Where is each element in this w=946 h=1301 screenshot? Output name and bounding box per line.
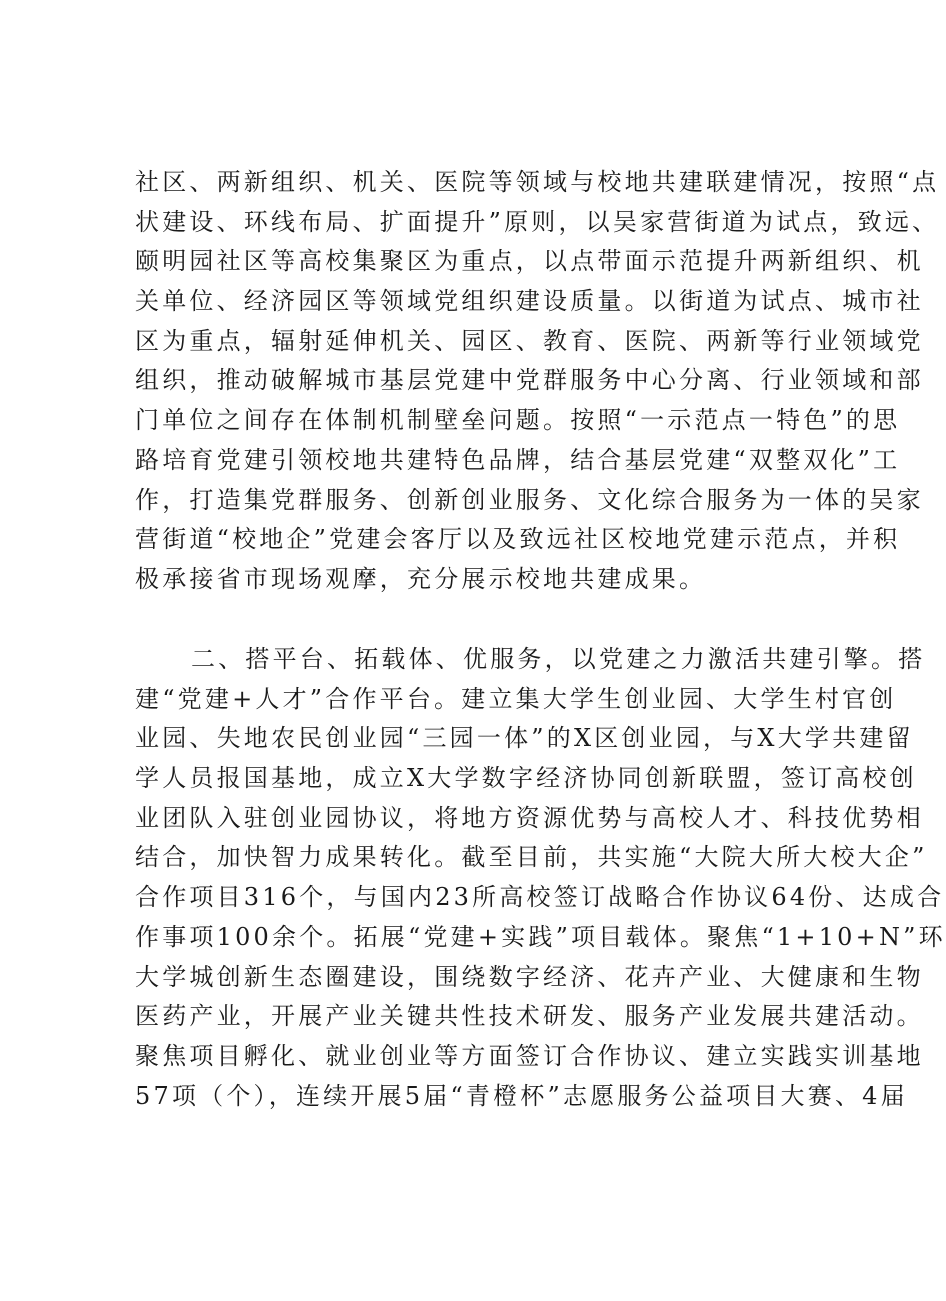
paragraph-1 xyxy=(135,163,940,600)
paragraph-2-line: 业园、失地农民创业园“三园一体”的X区创业园，与X大学共建留 xyxy=(135,724,914,753)
paragraph-2-line: 结合，加快智力成果转化。截至目前，共实施“大院大所大校大企” xyxy=(135,843,928,872)
paragraph-1-line: 关单位、经济园区等领域党组织建设质量。以街道为试点、城市社 xyxy=(135,287,924,316)
paragraph-2-line: 建“党建+人才”合作平台。建立集大学生创业园、大学生村官创 xyxy=(135,684,897,713)
paragraph-2-line: 医药产业，开展产业关键共性技术研发、服务产业发展共建活动。 xyxy=(135,1002,924,1031)
paragraph-1-line: 营街道“校地企”党建会客厅以及致远社区校地党建示范点，并积 xyxy=(135,525,901,554)
paragraph-1-line: 门单位之间存在体制机制壁垒问题。按照“一示范点一特色”的思 xyxy=(135,406,901,435)
paragraph-2-line: 作事项100余个。拓展“党建+实践”项目载体。聚焦“1+10+N”环 xyxy=(135,922,946,951)
paragraph-2 xyxy=(135,640,946,1116)
paragraph-1-line: 社区、两新组织、机关、医院等领域与校地共建联建情况，按照“点 xyxy=(135,168,940,196)
paragraph-1-line: 作，打造集党群服务、创新创业服务、文化综合服务为一体的吴家 xyxy=(135,485,924,514)
paragraph-2-line: 业团队入驻创业园协议，将地方资源优势与高校人才、科技优势相 xyxy=(135,803,924,832)
paragraph-2-line: 大学城创新生态圈建设，围绕数字经济、花卉产业、大健康和生物 xyxy=(135,962,924,991)
paragraph-2-line: 57项（个），连续开展5届“青橙杯”志愿服务公益项目大赛、4届 xyxy=(135,1081,908,1110)
paragraph-1-line: 组织，推动破解城市基层党建中党群服务中心分离、行业领域和部 xyxy=(135,366,924,395)
paragraph-1-line: 区为重点，辐射延伸机关、园区、教育、医院、两新等行业领域党 xyxy=(135,326,924,355)
paragraph-1-line: 颐明园社区等高校集聚区为重点，以点带面示范提升两新组织、机 xyxy=(135,247,924,276)
paragraph-2-line: 聚焦项目孵化、就业创业等方面签订合作协议、建立实践实训基地 xyxy=(135,1041,924,1070)
paragraph-1-line: 极承接省市现场观摩，充分展示校地共建成果。 xyxy=(135,564,707,593)
paragraph-2-line: 学人员报国基地，成立X大学数字经济协同创新联盟，签订高校创 xyxy=(135,764,917,793)
paragraph-2-first-line: 二、搭平台、拓载体、优服务，以党建之力激活共建引擎。搭 xyxy=(191,645,926,673)
paragraph-1-line: 状建设、环线布局、扩面提升”原则，以吴家营街道为试点，致远、 xyxy=(135,207,940,236)
paragraph-2-line: 合作项目316个，与国内23所高校签订战略合作协议64份、达成合 xyxy=(135,883,945,912)
paragraph-1-line: 路培育党建引领校地共建特色品牌，结合基层党建“双整双化”工 xyxy=(135,445,901,474)
